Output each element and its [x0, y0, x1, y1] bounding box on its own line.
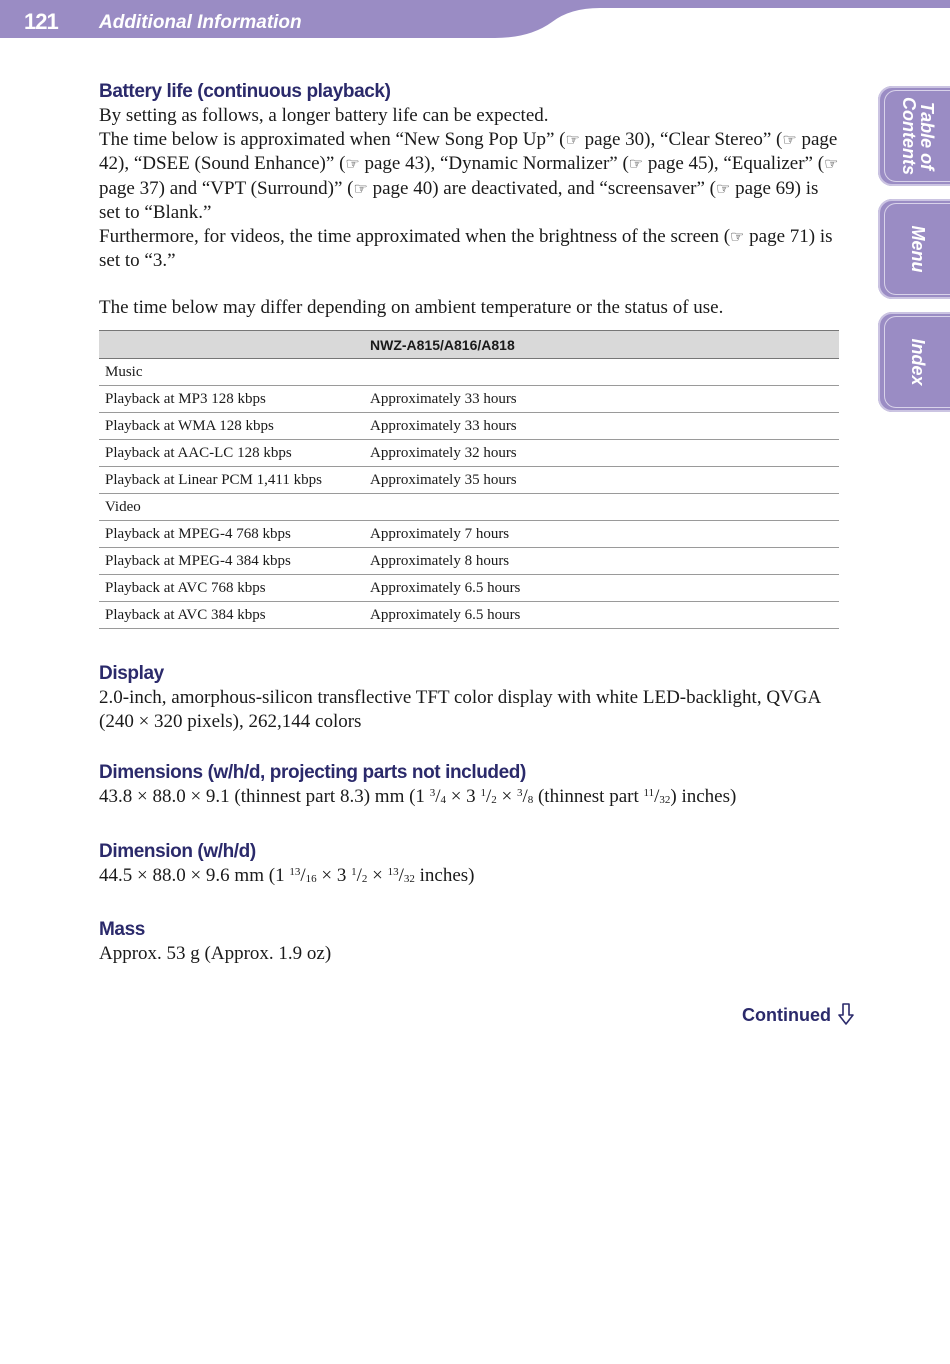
page-number: 121 — [24, 9, 58, 34]
table-row: Playback at Linear PCM 1,411 kbps Approximately 35 hours — [99, 467, 839, 494]
tab-label: Table of Contents — [899, 97, 937, 175]
display-text: 2.0-inch, amorphous-silicon transflective TFT color display with white LED-backlight, QVGA (240 × 320 pixels), 262,144 colors — [99, 687, 821, 732]
table-header-row — [99, 331, 839, 359]
continued-label: Continued — [742, 1005, 831, 1025]
battery-life-table — [99, 330, 839, 629]
battery-life-heading: Battery life (continuous playback) — [99, 81, 391, 102]
continued-link[interactable] — [742, 1003, 854, 1026]
mass-heading: Mass — [99, 919, 145, 940]
battery-conditions: The time below is approximated when “New Song Pop Up” (☞ page 30), “Clear Stereo” (☞ page 42), “DSEE (Sound Enhance)” (☞ page 43), “Dynamic Normalizer” (☞ page 45), “Equalizer” (☞ page 37) and “VPT (Surround)” (☞ page 40) are deactivated, and “screensaver” (☞ page 69) is set to “Blank.” — [99, 128, 839, 223]
pointer-hand-icon: ☞ — [824, 156, 839, 173]
table-row: Playback at MP3 128 kbps Approximately 33 hours — [99, 386, 839, 413]
table-row: Playback at MPEG-4 768 kbps Approximately 7 hours — [99, 521, 839, 548]
pointer-hand-icon: ☞ — [565, 131, 580, 149]
pointer-hand-icon: ☞ — [353, 180, 368, 198]
pointer-hand-icon: ☞ — [715, 180, 731, 198]
table-row: Playback at WMA 128 kbps Approximately 33 hours — [99, 413, 839, 440]
page-header — [0, 0, 950, 46]
table-row: Playback at AVC 768 kbps Approximately 6.5 hours — [99, 575, 839, 602]
tab-label: Index — [908, 338, 928, 386]
tab-table-of-contents[interactable] — [878, 86, 950, 186]
table-row: Music — [99, 359, 839, 386]
pointer-hand-icon: ☞ — [730, 228, 745, 246]
pointer-hand-icon: ☞ — [782, 131, 797, 149]
table-row: Playback at AAC-LC 128 kbps Approximately 32 hours — [99, 440, 839, 467]
table-row: Video — [99, 494, 839, 521]
pointer-hand-icon: ☞ — [345, 156, 360, 173]
dimension-text: 44.5 × 88.0 × 9.6 mm (1 $^{13}/_{16} \times 3$ $^1/_2 \times ^{13}/_{32}$ inches) — [99, 864, 475, 886]
battery-disclaimer: The time below may differ depending on ambient temperature or the status of use. — [99, 296, 724, 318]
tab-label: Menu — [908, 225, 928, 273]
dimensions-heading: Dimensions (w/h/d, projecting parts not included) — [99, 762, 526, 783]
table-row: Playback at AVC 384 kbps Approximately 6.5 hours — [99, 602, 839, 629]
down-arrow-icon — [838, 1003, 854, 1025]
battery-intro: By setting as follows, a longer battery life can be expected. — [99, 105, 549, 126]
dimensions-text: 43.8 × 88.0 × 9.1 (thinnest part 8.3) mm (1 $^3/_4 \times 3$ $^1/_2 \times ^3/_8$ (thinnest part $^{11}/_{32}$) inches) — [99, 786, 737, 807]
model-column-header: NWZ-A815/A816/A818 — [364, 331, 839, 359]
table-row: Playback at MPEG-4 384 kbps Approximately 8 hours — [99, 548, 839, 575]
tab-index[interactable] — [878, 312, 950, 412]
tab-menu[interactable] — [878, 199, 950, 299]
section-title: Additional Information — [99, 12, 302, 33]
dimension-heading: Dimension (w/h/d) — [99, 840, 256, 862]
pointer-hand-icon: ☞ — [628, 156, 644, 173]
battery-video-note: Furthermore, for videos, the time approximated when the brightness of the screen (☞ page 71) is set to “3.” — [99, 225, 833, 271]
display-heading: Display — [99, 663, 164, 684]
mass-text: Approx. 53 g (Approx. 1.9 oz) — [99, 943, 332, 964]
main-content — [99, 80, 839, 966]
